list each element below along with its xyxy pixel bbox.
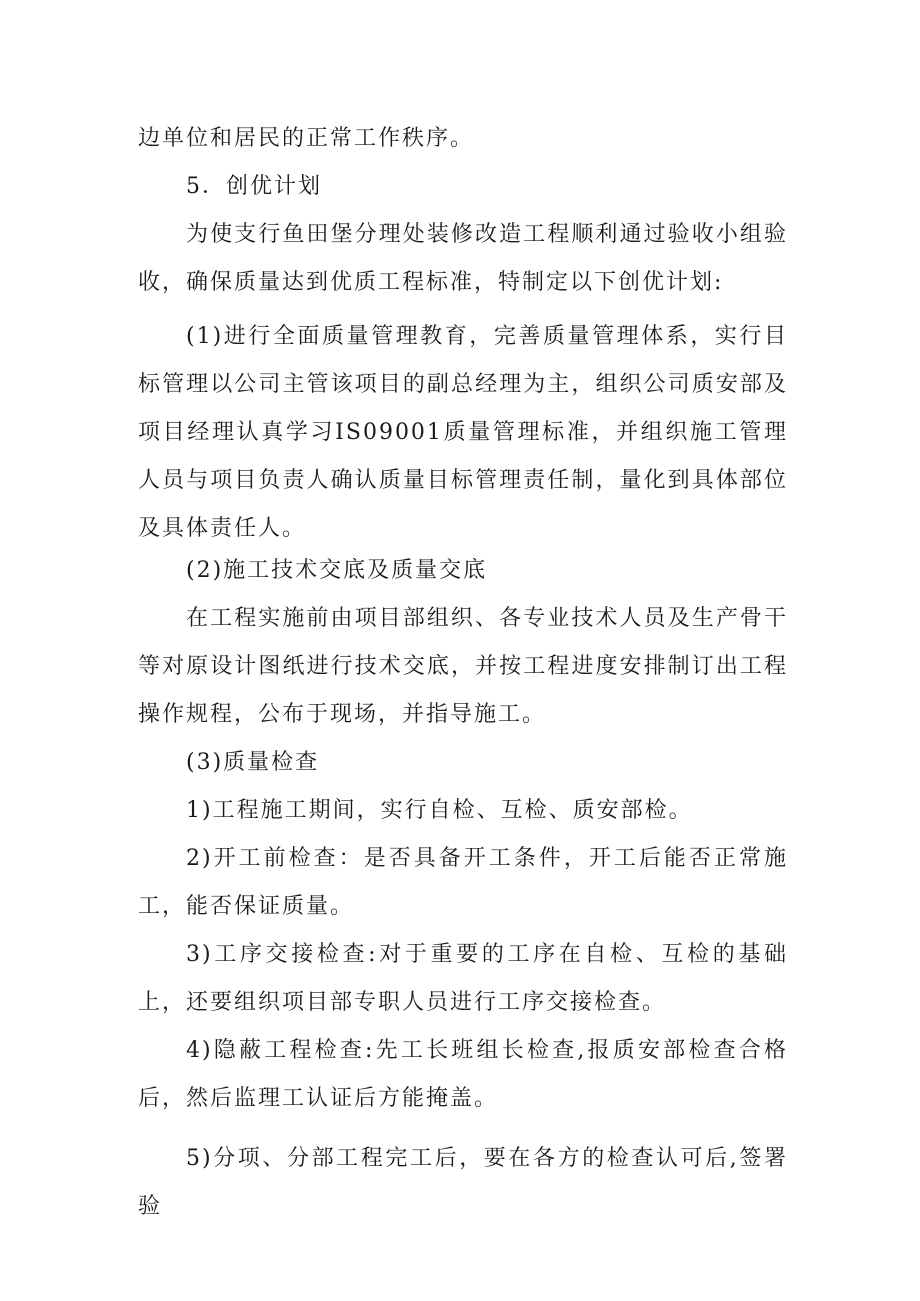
paragraph-continuation: 边单位和居民的正常工作秩序。 <box>138 126 475 151</box>
list-item-check-1: 1)工程施工期间，实行自检、互检、质安部检。 <box>186 798 693 823</box>
subheading-item-2: (2)施工技术交底及质量交底 <box>186 558 488 583</box>
paragraph-item-2-body: 在工程实施前由项目部组织、各专业技术人员及生产骨干等对原设计图纸进行技术交底，并按工程进度安排制订出工程操作规程，公布于现场，并指导施工。 <box>138 606 788 727</box>
list-item-check-3: 3)工序交接检查:对于重要的工序在自检、互检的基础上，还要组织项目部专职人员进行工序交接检查。 <box>138 942 788 1015</box>
section-heading: 5．创优计划 <box>186 174 322 199</box>
paragraph-intro: 为使支行鱼田堡分理处装修改造工程顺利通过验收小组验收，确保质量达到优质工程标准，特制定以下创优计划: <box>138 222 788 295</box>
paragraph-item-1: (1)进行全面质量管理教育，完善质量管理体系，实行目标管理以公司主管该项目的副总经理为主，组织公司质安部及项目经理认真学习IS09001质量管理标准，并组织施工管理人员与项目负责人确认质量目标管理责任制，量化到具体部位及具体责任人。 <box>138 324 788 541</box>
list-item-check-2: 2)开工前检查：是否具备开工条件，开工后能否正常施工，能否保证质量。 <box>138 846 788 919</box>
list-item-check-5: 5)分项、分部工程完工后，要在各方的检查认可后,签署验 <box>138 1146 788 1219</box>
subheading-item-3: (3)质量检查 <box>186 750 320 775</box>
list-item-check-4: 4)隐蔽工程检查:先工长班组长检查,报质安部检查合格后，然后监理工认证后方能掩盖。 <box>138 1038 788 1111</box>
